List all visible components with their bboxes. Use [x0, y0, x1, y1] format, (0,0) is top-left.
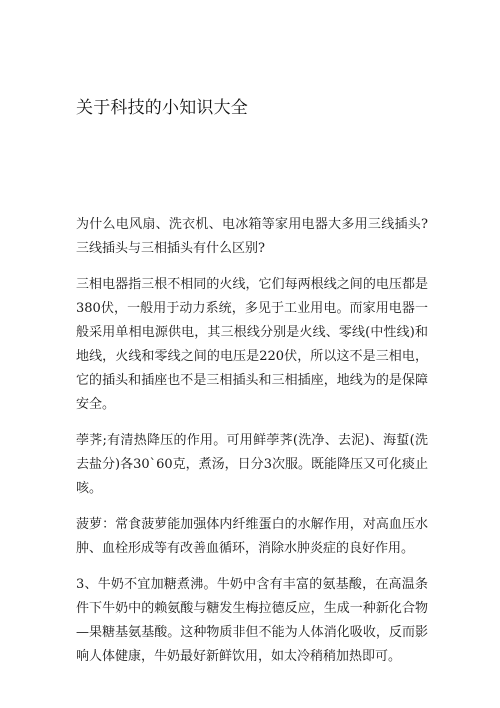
- paragraph-three-phase: 三相电器指三根不相同的火线，它们每两根线之间的电压都是380伏，一般用于动力系统，多见于工业用电。而家用电器一般采用单相电源供电，其三根线分别是火线、零线(中性线)和地线，火线和零线之间的电压是220伏，所以这不是三相电，它的插头和插座也不是三相插头和三相插座，地线为的是保障安全。: [76, 277, 428, 412]
- document-title: 关于科技的小知识大全: [76, 98, 248, 118]
- paragraph-pineapple: 菠萝：常食菠萝能加强体内纤维蛋白的水解作用，对高血压水肿、血栓形成等有改善血循环，消除水肿炎症的良好作用。: [76, 517, 428, 556]
- document-body: [76, 213, 428, 681]
- paragraph-question: 为什么电风扇、洗衣机、电冰箱等家用电器大多用三线插头?三线插头与三相插头有什么区别?: [76, 217, 428, 256]
- paragraph-milk: 3、牛奶不宜加糖煮沸。牛奶中含有丰富的氨基酸，在高温条件下牛奶中的赖氨酸与糖发生梅拉德反应，生成一种新化合物—果糖基氨基酸。这种物质非但不能为人体消化吸收，反而影响人体健康，牛奶最好新鲜饮用，如太冷稍稍加热即可。: [76, 577, 428, 664]
- paragraph-water-chestnut: 荸荠;有清热降压的作用。可用鲜荸荠(洗净、去泥)、海蜇(洗去盐分)各30`60克，煮汤，日分3次服。既能降压又可化痰止咳。: [76, 433, 428, 496]
